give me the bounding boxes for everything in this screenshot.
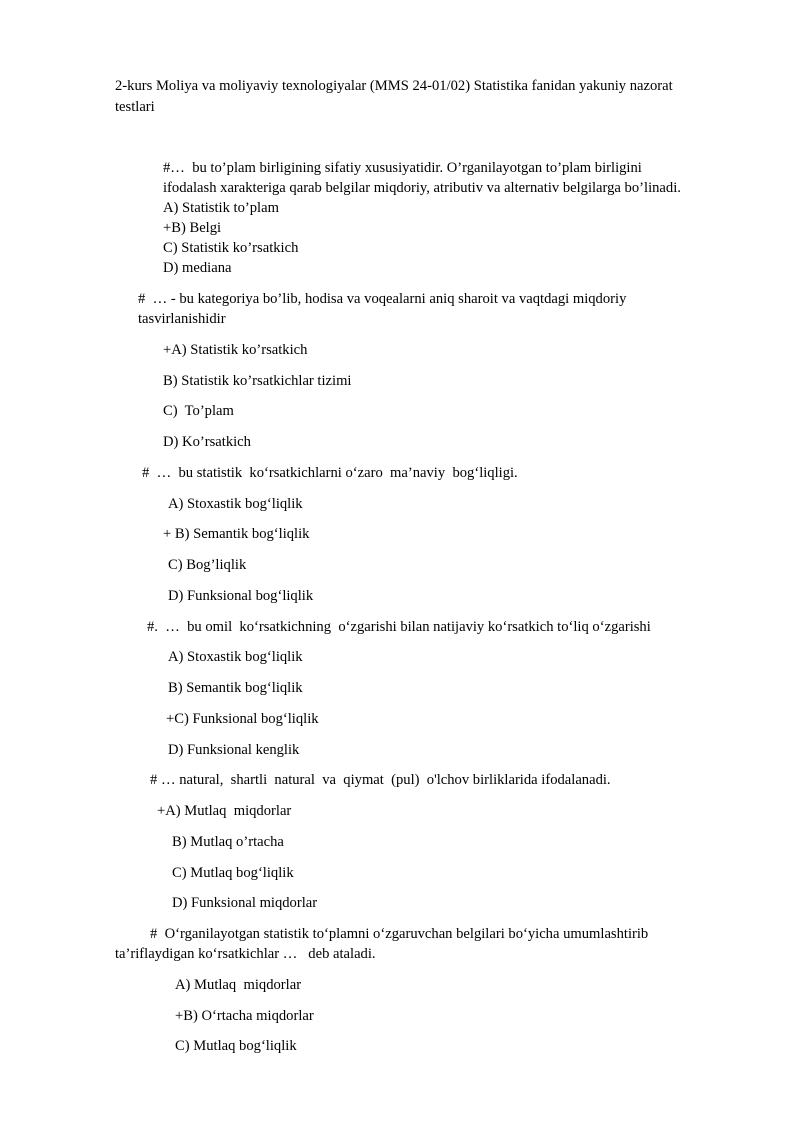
- answer-option: +B) O‘rtacha miqdorlar: [175, 1008, 314, 1024]
- question-text: ta’riflaydigan ko‘rsatkichlar … deb ataladi.: [115, 946, 376, 962]
- answer-option: + B) Semantik bog‘liqlik: [163, 526, 310, 542]
- question-text: # O‘rganilayotgan statistik to‘plamni o‘zgaruvchan belgilari bo‘yicha umumlashtirib: [150, 926, 649, 942]
- question-text: # … - bu kategoriya bo’lib, hodisa va voqealarni aniq sharoit va vaqtdagi miqdoriy: [138, 291, 627, 307]
- answer-option: B) Mutlaq o’rtacha: [172, 834, 284, 850]
- answer-option: D) Ko’rsatkich: [163, 434, 251, 450]
- answer-option: D) Funksional bog‘liqlik: [168, 588, 314, 604]
- question-text: #. … bu omil ko‘rsatkichning o‘zgarishi bilan natijaviy ko‘rsatkich to‘liq o‘zgarishi: [147, 619, 651, 635]
- answer-option: +B) Belgi: [163, 220, 222, 236]
- question-text: # … natural, shartli natural va qiymat (pul) o'lchov birliklarida ifodalanadi.: [150, 772, 611, 788]
- answer-option: B) Semantik bog‘liqlik: [168, 680, 303, 696]
- answer-option: B) Statistik ko’rsatkichlar tizimi: [163, 373, 352, 389]
- answer-option: +C) Funksional bog‘liqlik: [166, 711, 319, 727]
- answer-option: D) mediana: [163, 260, 232, 276]
- question-text: ifodalash xarakteriga qarab belgilar miqdoriy, atributiv va alternativ belgilarga bo’linadi.: [163, 180, 681, 196]
- answer-option: D) Funksional kenglik: [168, 742, 300, 758]
- question-text: #… bu to’plam birligining sifatiy xususiyatidir. O’rganilayotgan to’plam birligini: [163, 160, 642, 176]
- answer-option: C) To’plam: [163, 403, 234, 419]
- question-text: tasvirlanishidir: [138, 311, 226, 327]
- document-title-line-1: 2-kurs Moliya va moliyaviy texnologiyalar (MMS 24-01/02) Statistika fanidan yakuniy nazorat: [115, 78, 673, 94]
- answer-option: +A) Statistik ko’rsatkich: [163, 342, 308, 358]
- answer-option: A) Statistik to’plam: [163, 200, 279, 216]
- answer-option: A) Stoxastik bog‘liqlik: [168, 496, 303, 512]
- document-title-line-2: testlari: [115, 99, 155, 115]
- answer-option: +A) Mutlaq miqdorlar: [157, 803, 292, 819]
- answer-option: C) Bog’liqlik: [168, 557, 247, 573]
- answer-option: A) Mutlaq miqdorlar: [175, 977, 302, 993]
- answer-option: A) Stoxastik bog‘liqlik: [168, 649, 303, 665]
- question-text: # … bu statistik ko‘rsatkichlarni o‘zaro ma’naviy bog‘liqligi.: [142, 465, 518, 481]
- answer-option: C) Mutlaq bog‘liqlik: [175, 1038, 297, 1054]
- answer-option: C) Statistik ko’rsatkich: [163, 240, 299, 256]
- answer-option: D) Funksional miqdorlar: [172, 895, 318, 911]
- answer-option: C) Mutlaq bog‘liqlik: [172, 865, 294, 881]
